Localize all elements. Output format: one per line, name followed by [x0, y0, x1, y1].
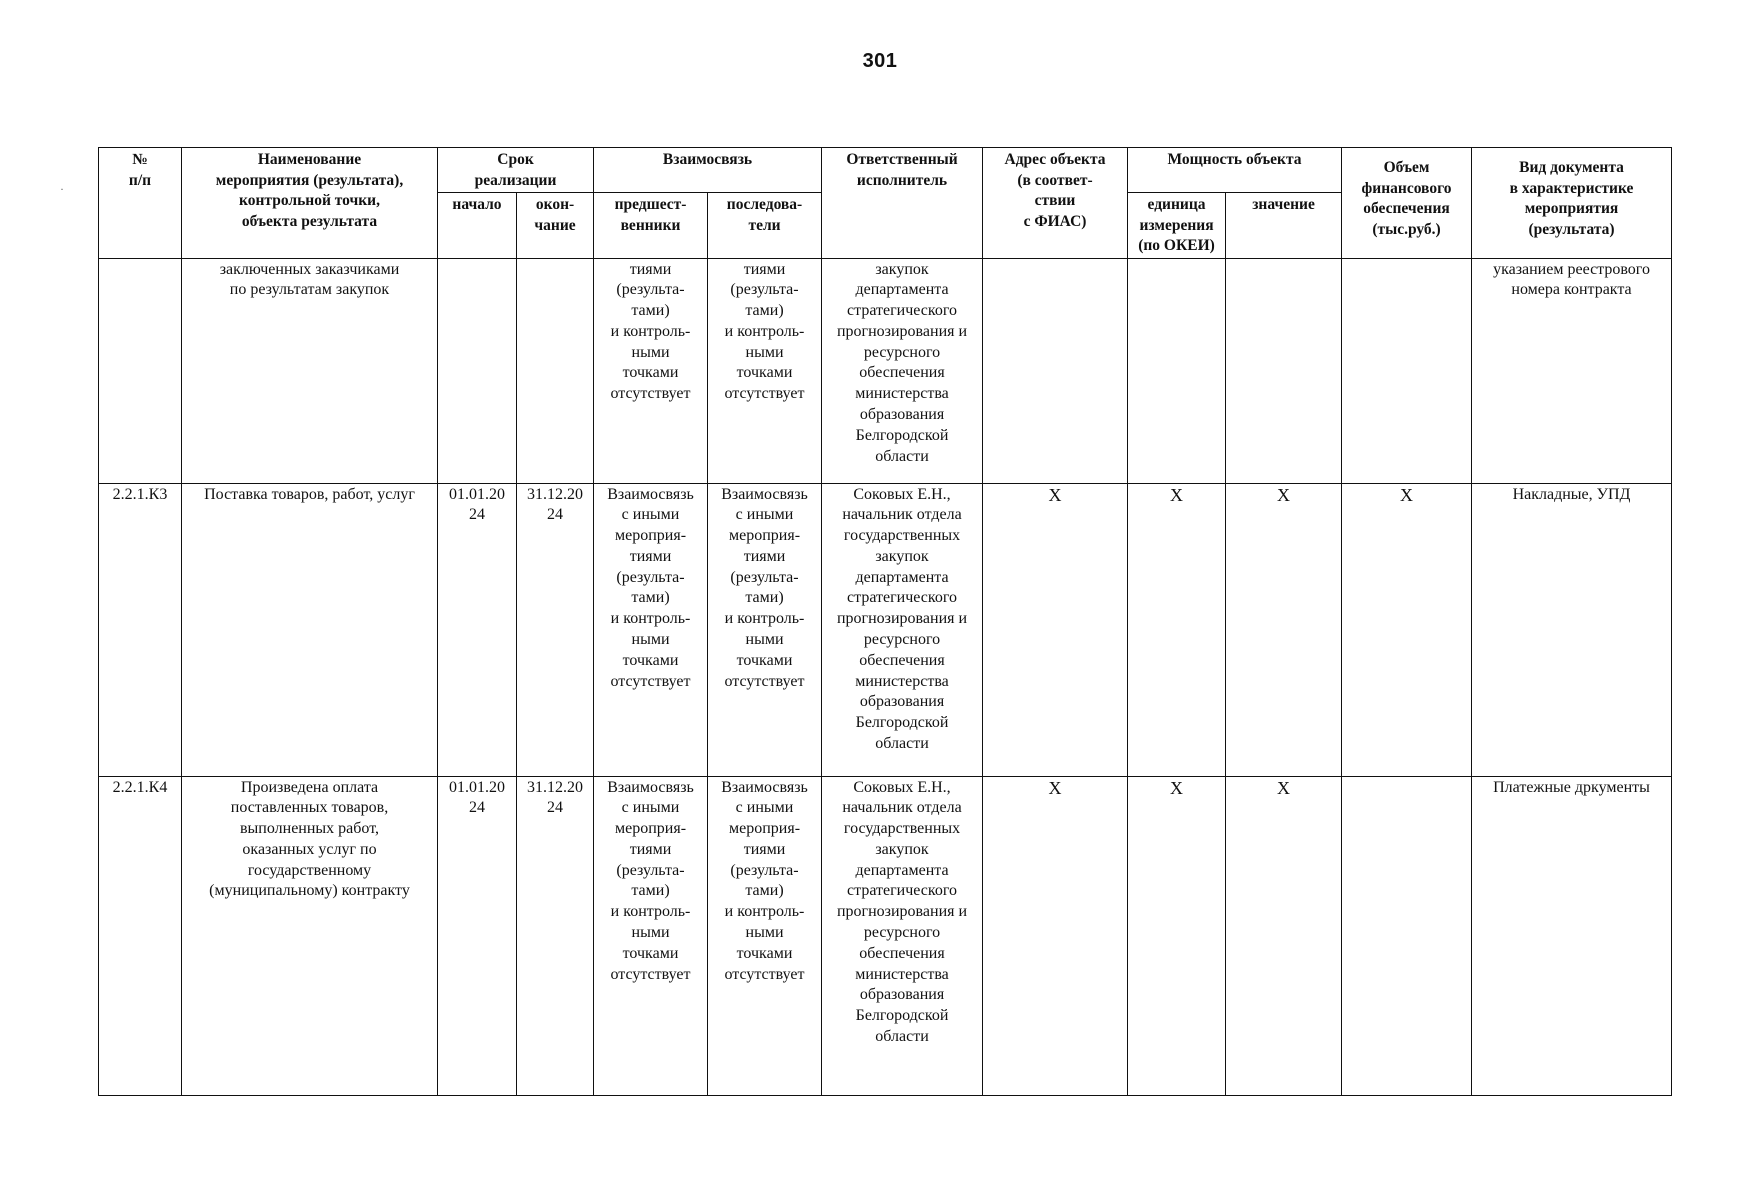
cell-next: тиями (результа- тами) и контроль- ными точками отсутствует	[708, 258, 822, 483]
header-link-prev: предшест- венники	[594, 193, 708, 259]
header-address: Адрес объекта (в соответ- ствии с ФИАС)	[983, 148, 1128, 259]
cell-value: X	[1226, 776, 1342, 1095]
cell-value: X	[1226, 483, 1342, 776]
cell-next: Взаимосвязь с иными мероприя- тиями (результа- тами) и контроль- ными точками отсутствует	[708, 776, 822, 1095]
cell-doc: указанием реестрового номера контракта	[1472, 258, 1672, 483]
cell-name: заключенных заказчиками по результатам закупок	[182, 258, 438, 483]
header-name: Наименование мероприятия (результата), контрольной точки, объекта результата	[182, 148, 438, 259]
header-responsible: Ответственный исполнитель	[822, 148, 983, 259]
cell-doc: Платежные дркументы	[1472, 776, 1672, 1095]
cell-address: X	[983, 776, 1128, 1095]
cell-end	[517, 258, 594, 483]
table-row	[99, 258, 1672, 483]
cell-end: 31.12.20 24	[517, 483, 594, 776]
cell-unit: X	[1128, 483, 1226, 776]
header-num: № п/п	[99, 148, 182, 259]
header-doc-type: Вид документа в характеристике мероприятия (результата)	[1472, 148, 1672, 259]
header-capacity-unit: единица измерения (по ОКЕИ)	[1128, 193, 1226, 259]
cell-finance: X	[1342, 483, 1472, 776]
header-link: Взаимосвязь	[594, 148, 822, 193]
cell-address: X	[983, 483, 1128, 776]
cell-num: 2.2.1.К3	[99, 483, 182, 776]
activities-table	[98, 147, 1672, 1096]
header-term-end: окон- чание	[517, 193, 594, 259]
cell-responsible: закупок департамента стратегического прогнозирования и ресурсного обеспечения министерства образования Белгородской области	[822, 258, 983, 483]
cell-name: Произведена оплата поставленных товаров, выполненных работ, оказанных услуг по государственному (муниципальному) контракту	[182, 776, 438, 1095]
header-capacity-value: значение	[1226, 193, 1342, 259]
cell-responsible: Соковых Е.Н., начальник отдела государственных закупок департамента стратегического прогнозирования и ресурсного обеспечения министерства образования Белгородской области	[822, 776, 983, 1095]
header-term-start: начало	[438, 193, 517, 259]
cell-num	[99, 258, 182, 483]
cell-finance	[1342, 258, 1472, 483]
table-row	[99, 483, 1672, 776]
cell-start: 01.01.20 24	[438, 483, 517, 776]
scan-dot: ·	[60, 182, 64, 196]
cell-prev: Взаимосвязь с иными мероприя- тиями (результа- тами) и контроль- ными точками отсутствует	[594, 483, 708, 776]
cell-address	[983, 258, 1128, 483]
cell-name: Поставка товаров, работ, услуг	[182, 483, 438, 776]
cell-start: 01.01.20 24	[438, 776, 517, 1095]
cell-doc: Накладные, УПД	[1472, 483, 1672, 776]
header-link-next: последова- тели	[708, 193, 822, 259]
cell-num: 2.2.1.К4	[99, 776, 182, 1095]
cell-prev: тиями (результа- тами) и контроль- ными точками отсутствует	[594, 258, 708, 483]
cell-unit: X	[1128, 776, 1226, 1095]
header-term: Срок реализации	[438, 148, 594, 193]
table-header	[99, 148, 1672, 259]
page-number: 301	[862, 50, 898, 72]
cell-value	[1226, 258, 1342, 483]
header-finance: Объем финансового обеспечения (тыс.руб.)	[1342, 148, 1472, 259]
cell-prev: Взаимосвязь с иными мероприя- тиями (результа- тами) и контроль- ными точками отсутствует	[594, 776, 708, 1095]
header-capacity: Мощность объекта	[1128, 148, 1342, 193]
cell-start	[438, 258, 517, 483]
cell-responsible: Соковых Е.Н., начальник отдела государственных закупок департамента стратегического прогнозирования и ресурсного обеспечения министерства образования Белгородской области	[822, 483, 983, 776]
cell-end: 31.12.20 24	[517, 776, 594, 1095]
table-row	[99, 776, 1672, 1095]
cell-next: Взаимосвязь с иными мероприя- тиями (результа- тами) и контроль- ными точками отсутствует	[708, 483, 822, 776]
cell-finance	[1342, 776, 1472, 1095]
cell-unit	[1128, 258, 1226, 483]
